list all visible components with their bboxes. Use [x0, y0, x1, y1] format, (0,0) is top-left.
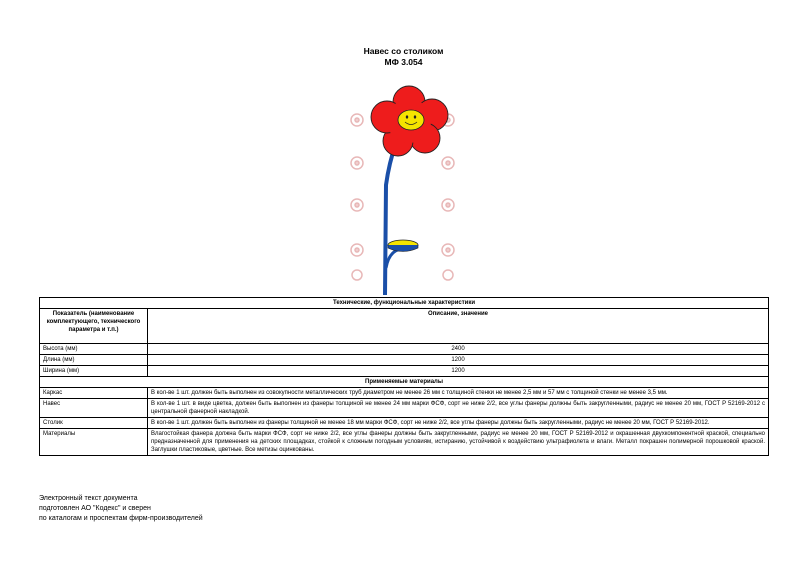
- row-label: Столик: [40, 418, 148, 429]
- flower-center: [398, 110, 424, 130]
- table-row: [40, 399, 769, 418]
- row-label: Ширина (мм): [40, 366, 148, 377]
- row-label: Материалы: [40, 429, 148, 456]
- row-value: В кол-ве 1 шт. должен быть выполнен из фанеры толщиной не менее 18 мм марки ФСФ, сорт не ниже 2/2, все углы фанеры должны быть закругленными, радиус не менее 20 мм, ГОСТ Р 52169-2012.: [148, 418, 769, 429]
- row-label: Каркас: [40, 388, 148, 399]
- row-value: 1200: [148, 366, 769, 377]
- section-title: Технические, функциональные характеристики: [40, 298, 769, 309]
- row-value: В кол-ве 1 шт. должен быть выполнен из совокупности металлических труб диаметром не менее 26 мм с толщиной стенки не менее 2,5 мм и 57 мм с толщиной стенки не менее 3,5 мм.: [148, 388, 769, 399]
- footer-line: подготовлен АО "Кодекс" и сверен: [39, 505, 151, 512]
- footer-line: Электронный текст документа: [39, 495, 138, 502]
- table-row: [40, 355, 769, 366]
- row-value: В кол-ве 1 шт. в виде цветка, должен быть выполнен из фанеры толщиной не менее 24 мм марки ФСФ, сорт не ниже 2/2, все углы фанеры должны быть закругленными, радиус не менее 20 мм, ГОСТ Р 52169-2012 с центральной фанерной накладкой.: [148, 399, 769, 418]
- footer-note: [39, 494, 203, 524]
- table-row: [40, 388, 769, 399]
- row-label: Навес: [40, 399, 148, 418]
- table-bracket: [386, 249, 401, 268]
- row-value: 2400: [148, 344, 769, 355]
- flower-canopy-illustration: [345, 75, 460, 297]
- page-title: Навес со столиком: [363, 46, 444, 56]
- column-header-description: Описание, значение: [148, 309, 769, 344]
- pole: [385, 143, 396, 295]
- footer-line: по каталогам и проспектам фирм-производителей: [39, 515, 203, 522]
- row-value: 1200: [148, 355, 769, 366]
- product-code: МФ 3.054: [384, 57, 423, 67]
- row-label: Высота (мм): [40, 344, 148, 355]
- row-label: Длина (мм): [40, 355, 148, 366]
- table-row: [40, 344, 769, 355]
- spec-table: [39, 297, 769, 456]
- tabletop: [388, 240, 418, 252]
- table-row: [40, 418, 769, 429]
- row-value: Влагостойкая фанера должна быть марки ФСФ, сорт не ниже 2/2, все углы фанеры должны быть закругленными, радиус не менее 20 мм, ГОСТ Р 52169-2012 и окрашенная двухкомпонентной краской, специально предназначенной для применения на детских площадках, стойкой к сложным погодным условиям, истиранию, устойчивой к воздействию ультрафиолета и влаги. Металл покрашен полимерной порошковой краской. Заглушки пластиковые, цветные. Все метизы оцинкованы.: [148, 429, 769, 456]
- table-row: [40, 429, 769, 456]
- column-header-indicator: Показатель (наименование комплектующего, технического параметра и т.п.): [40, 309, 148, 344]
- table-row: [40, 366, 769, 377]
- materials-section-title: Применяемые материалы: [40, 377, 769, 388]
